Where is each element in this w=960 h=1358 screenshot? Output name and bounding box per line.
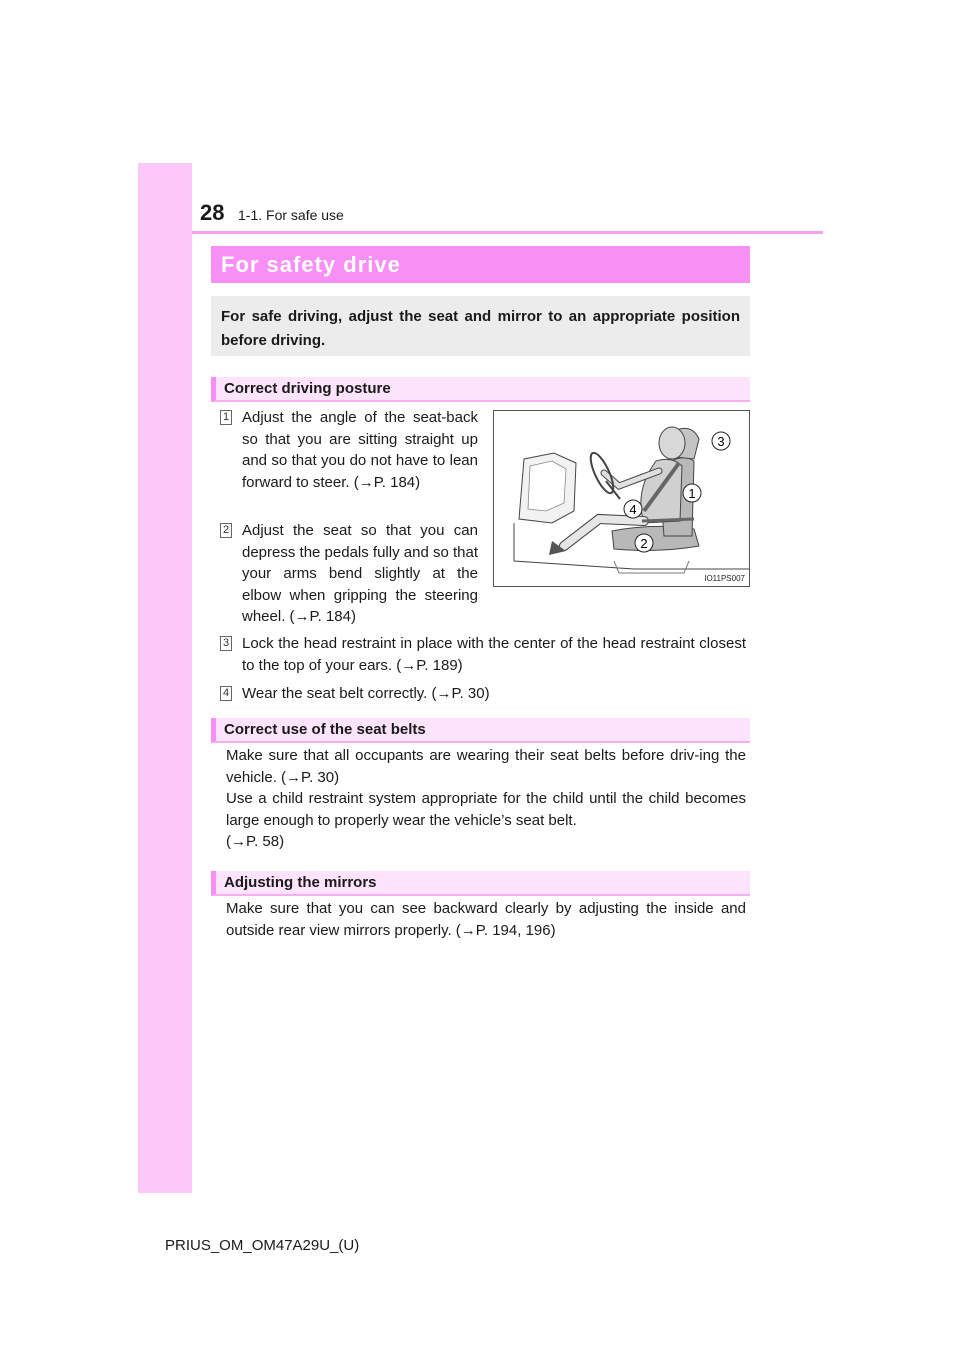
header-rule xyxy=(192,231,823,234)
seat-belts-text: Make sure that all occupants are wearing their seat belts before driv-ing the vehicle. (→P. 30) Use a child restraint system appropriate for the child until the child becomes large enough to properly wear the vehicle’s seat belt. (→P. 58) xyxy=(226,747,746,850)
page-title: For safety drive xyxy=(221,252,401,277)
number-badge-4: 4 xyxy=(220,686,232,701)
number-badge-3: 3 xyxy=(220,636,232,651)
section-reference: 1-1. For safe use xyxy=(238,207,344,223)
posture-item-4-text: Wear the seat belt correctly. (→P. 30) xyxy=(242,685,490,702)
posture-item-2 xyxy=(222,520,478,628)
posture-item-3 xyxy=(222,633,746,676)
posture-item-1 xyxy=(222,407,478,493)
driver-seat-drawing xyxy=(494,411,749,586)
subheading-mirrors: Adjusting the mirrors xyxy=(211,871,750,896)
callout-1-label: 1 xyxy=(688,486,696,501)
figure-id: IO11PS007 xyxy=(704,574,745,583)
callout-2 xyxy=(635,534,653,552)
callout-4 xyxy=(624,500,642,518)
posture-item-4 xyxy=(222,683,746,705)
mirrors-text: Make sure that you can see backward clearly by adjusting the inside and outside rear view mirrors properly. (→P. 194, 196) xyxy=(226,900,746,939)
intro-box: For safe driving, adjust the seat and mirror to an appropriate position before driving. xyxy=(211,296,750,356)
callout-1 xyxy=(683,484,701,502)
callout-4-label: 4 xyxy=(629,502,637,517)
page-title-bar xyxy=(211,246,750,283)
callout-3-label: 3 xyxy=(717,434,725,449)
posture-item-3-text: Lock the head restraint in place with the center of the head restraint closest to the top of your ears. (→P. 189) xyxy=(242,635,746,674)
posture-item-1-text: Adjust the angle of the seat-back so that you are sitting straight up and so that you do not have to lean forward to steer. (→P. 184) xyxy=(242,409,478,491)
page-number: 28 xyxy=(200,200,225,225)
number-badge-1: 1 xyxy=(220,410,232,425)
driving-posture-illustration xyxy=(493,410,750,587)
subheading-seat-belts: Correct use of the seat belts xyxy=(211,718,750,743)
document-footer: PRIUS_OM_OM47A29U_(U) xyxy=(165,1237,360,1254)
callout-2-label: 2 xyxy=(640,536,648,551)
number-badge-2: 2 xyxy=(220,523,232,538)
side-color-band xyxy=(138,163,192,1193)
subheading-driving-posture: Correct driving posture xyxy=(211,377,750,402)
callout-3 xyxy=(712,432,730,450)
posture-item-2-text: Adjust the seat so that you can depress the pedals fully and so that your arms bend slightly at the elbow when gripping the steering wheel. (→P. 184) xyxy=(242,522,478,625)
